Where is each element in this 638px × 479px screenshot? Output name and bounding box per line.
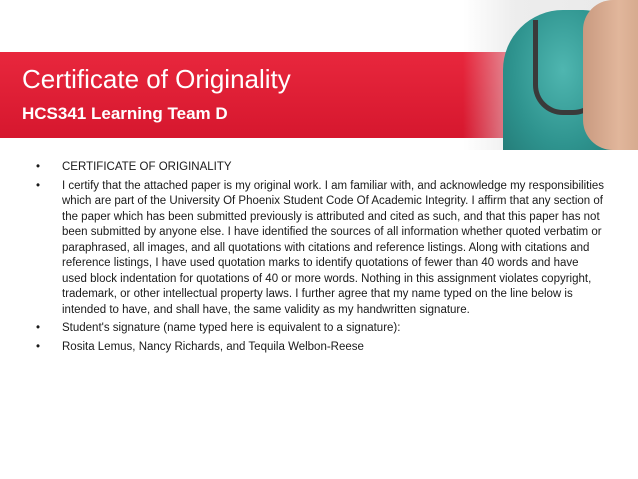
arm-shape — [583, 0, 638, 150]
bullet-icon: • — [36, 322, 41, 334]
list-item — [36, 179, 606, 319]
bullet-icon: • — [36, 179, 41, 192]
bullet-text: I certify that the attached paper is my original work. I am familiar with, and acknowledge my responsibilities which are part of the University Of Phoenix Student Code Of Academic Integrity. I affirm that any section of the paper which has been submitted previously is attributed and cited as such, and that this paper has not been submitted by anyone else. I have identified the sources of all information whether quoted verbatim or paraphrased, all images, and all quotations with citations and reference listings. Along with citations and reference listings, I have used quotation marks to identify quotations of fewer than 40 words and have used block indentation for quotations of 40 or more words. Nothing in this assignment violates copyright, trademark, or other intellectual property laws. I further agree that my name typed on the line below is intended to have, and shall have, the same validity as my handwritten signature. — [62, 179, 605, 316]
bullet-icon: • — [36, 340, 41, 353]
slide-subtitle: HCS341 Learning Team D — [22, 104, 228, 123]
nurse-photo — [463, 0, 638, 150]
bullet-text: Student's signature (name typed here is equivalent to a signature): — [62, 322, 401, 334]
bullet-list — [36, 160, 606, 355]
slide-content — [36, 160, 606, 358]
list-item — [36, 160, 606, 176]
list-item — [36, 321, 606, 337]
bullet-text: CERTIFICATE OF ORIGINALITY — [62, 161, 232, 173]
slide-title: Certificate of Originality — [22, 64, 291, 94]
bullet-text: Rosita Lemus, Nancy Richards, and Tequila Welbon-Reese — [62, 340, 364, 353]
list-item — [36, 340, 606, 356]
bullet-icon: • — [36, 161, 41, 173]
